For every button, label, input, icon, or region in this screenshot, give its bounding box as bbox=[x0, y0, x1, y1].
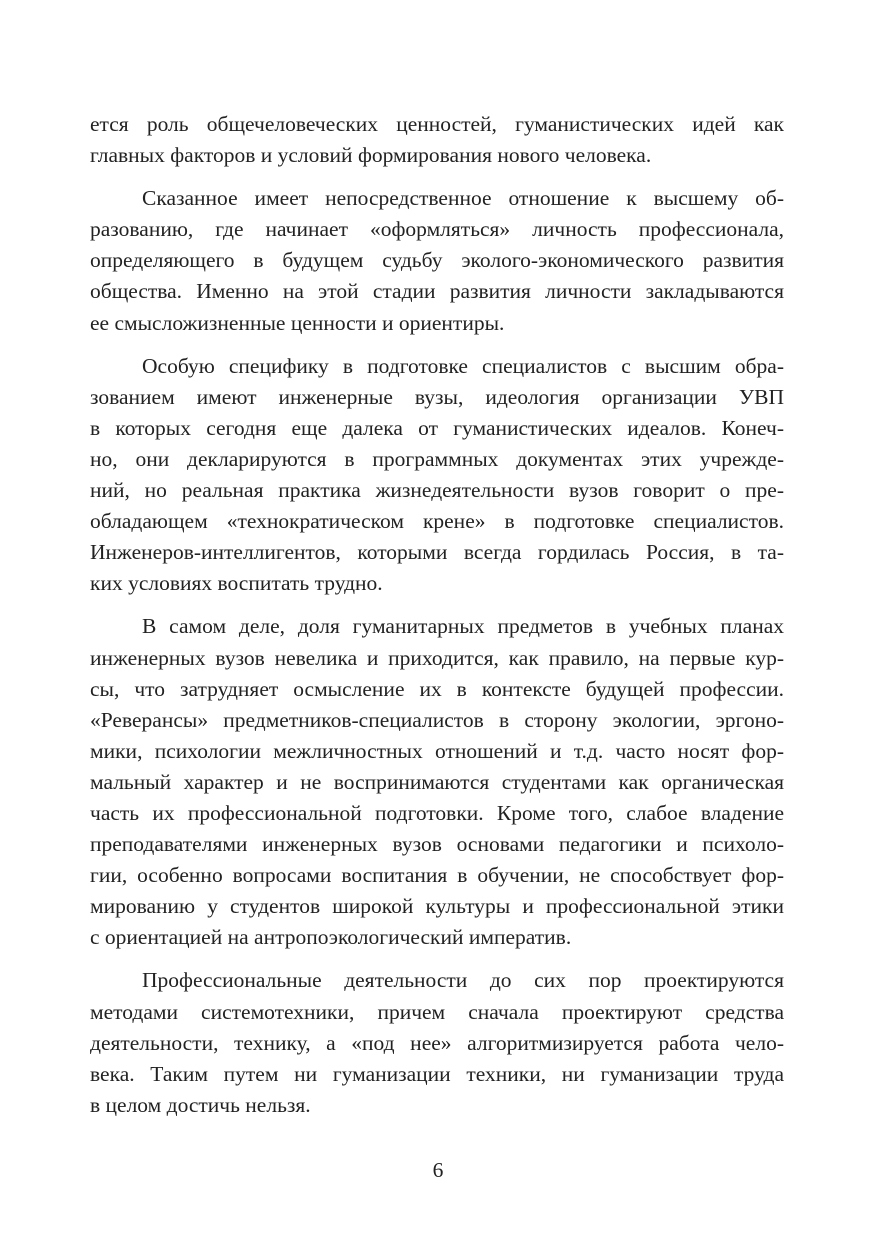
text-line: с ориентацией на антропоэкологический императив. bbox=[90, 925, 572, 950]
text-line: гии, особенно вопросами воспитания в обучении, не способствует фор- bbox=[90, 863, 784, 888]
text-line: мированию у студентов широкой культуры и профессиональной этики bbox=[90, 894, 784, 919]
text-line: инженерных вузов невелика и приходится, как правило, на первые кур- bbox=[90, 645, 784, 670]
text-line: преподавателями инженерных вузов основами педагогики и психоло- bbox=[90, 832, 784, 857]
text-line: «Реверансы» предметников-специалистов в сторону экологии, эргоно- bbox=[90, 707, 784, 732]
text-line: ется роль общечеловеческих ценностей, гуманистических идей как bbox=[90, 112, 784, 136]
page-number: 6 bbox=[432, 1158, 444, 1182]
document-body bbox=[90, 109, 784, 1121]
text-line: главных факторов и условий формирования нового человека. bbox=[90, 143, 652, 168]
text-line: обладающем «технократическом крене» в подготовке специалистов. bbox=[90, 509, 784, 534]
text-line: мики, психологии межличностных отношений и т.д. часто носят фор- bbox=[90, 738, 784, 763]
text-line: века. Таким путем ни гуманизации техники, ни гуманизации труда bbox=[90, 1061, 784, 1086]
text-line: в целом достичь нельзя. bbox=[90, 1092, 311, 1117]
text-line: В самом деле, доля гуманитарных предметов в учебных планах bbox=[142, 614, 784, 639]
text-line: разованию, где начинает «оформляться» личность профессионала, bbox=[90, 217, 784, 242]
text-line: сы, что затрудняет осмысление их в контексте будущей профессии. bbox=[90, 676, 784, 701]
text-line: деятельности, технику, а «под нее» алгоритмизируется работа чело- bbox=[90, 1030, 784, 1055]
text-line: зованием имеют инженерные вузы, идеология организации УВП bbox=[90, 384, 784, 409]
text-line: общества. Именно на этой стадии развития личности закладываются bbox=[90, 279, 784, 304]
paragraph bbox=[90, 965, 784, 1120]
text-line: мальный характер и не воспринимаются студентами как органическая bbox=[90, 769, 784, 794]
text-line: Профессиональные деятельности до сих пор проектируются bbox=[142, 968, 784, 993]
text-line: но, они декларируются в программных документах этих учрежде- bbox=[90, 446, 784, 471]
text-line: определяющего в будущем судьбу эколого-экономического развития bbox=[90, 248, 784, 273]
text-line: ких условиях воспитать трудно. bbox=[90, 571, 383, 596]
paragraph bbox=[90, 183, 784, 338]
paragraph bbox=[90, 611, 784, 953]
text-line: в которых сегодня еще далека от гуманистических идеалов. Конеч- bbox=[90, 415, 784, 440]
paragraph bbox=[90, 351, 784, 600]
text-line: ний, но реальная практика жизнедеятельности вузов говорит о пре- bbox=[90, 478, 784, 503]
text-line: Инженеров-интеллигентов, которыми всегда гордилась Россия, в та- bbox=[90, 540, 784, 565]
text-line: Особую специфику в подготовке специалистов с высшим обра- bbox=[142, 353, 784, 378]
text-line: Сказанное имеет непосредственное отношение к высшему об- bbox=[142, 186, 784, 211]
text-line: часть их профессиональной подготовки. Кроме того, слабое владение bbox=[90, 800, 784, 825]
paragraph bbox=[90, 109, 784, 171]
text-line: методами системотехники, причем сначала проектируют средства bbox=[90, 999, 784, 1024]
text-line: ее смысложизненные ценности и ориентиры. bbox=[90, 310, 505, 335]
